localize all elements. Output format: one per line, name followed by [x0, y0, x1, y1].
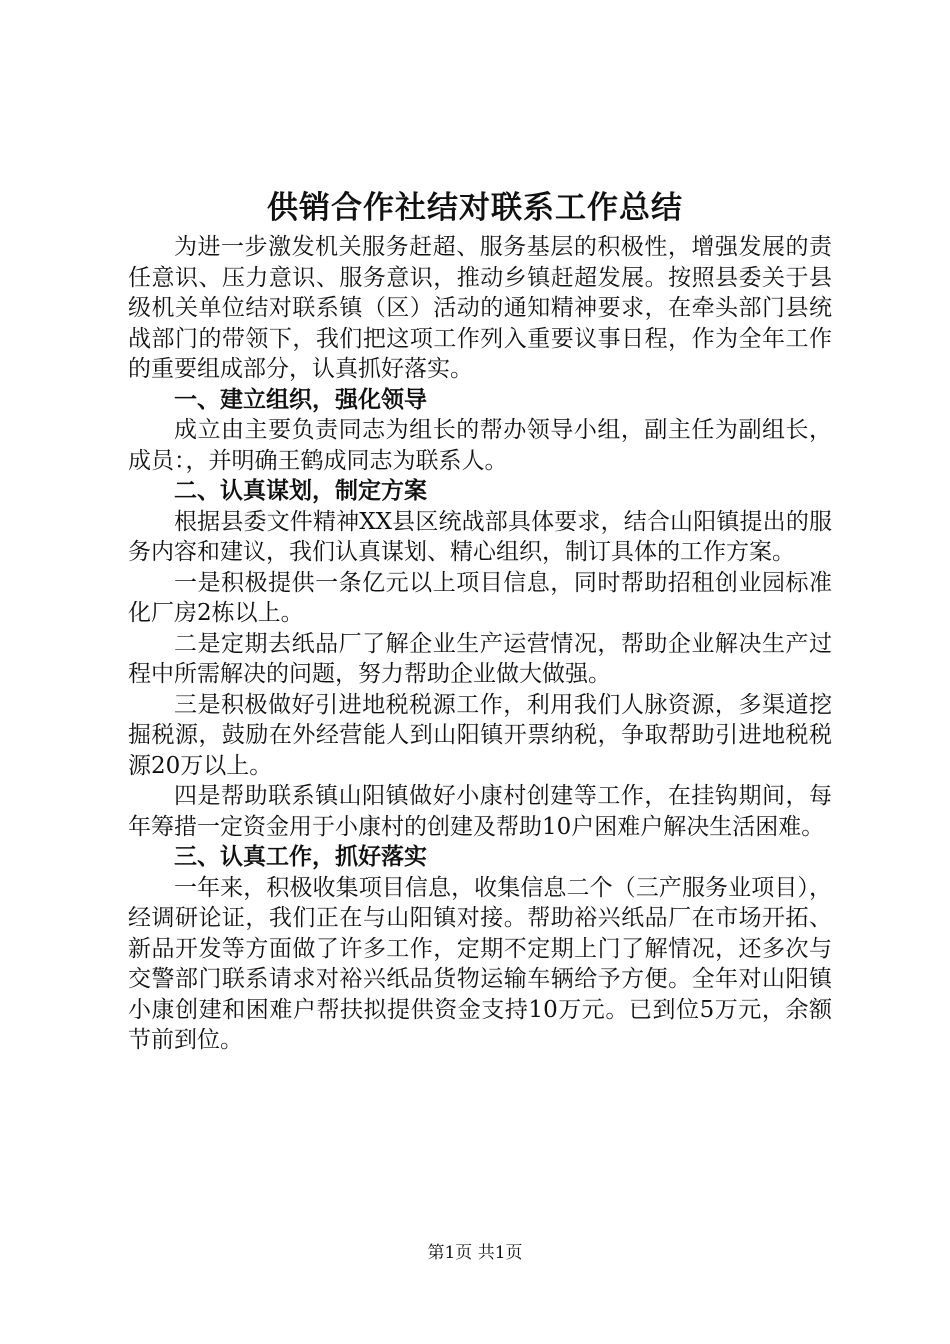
section-2-paragraph: 根据县委文件精神XX县区统战部具体要求，结合山阳镇提出的服务内容和建议，我们认真谋划、精心组织，制订具体的工作方案。 — [128, 508, 832, 565]
section-2-item-3: 三是积极做好引进地税税源工作，利用我们人脉资源，多渠道挖掘税源，鼓励在外经营能人到山阳镇开票纳税，争取帮助引进地税税源20万以上。 — [128, 691, 832, 779]
section-3-heading: 三、认真工作，抓好落实 — [174, 844, 427, 870]
section-2-item-1: 一是积极提供一条亿元以上项目信息，同时帮助招租创业园标准化厂房2栋以上。 — [128, 569, 832, 626]
section-1-paragraph: 成立由主要负责同志为组长的帮办领导小组，副主任为副组长，成员：，并明确王鹤成同志为联系人。 — [128, 417, 832, 474]
section-2-item-4: 四是帮助联系镇山阳镇做好小康村创建等工作，在挂钩期间，每年筹措一定资金用于小康村的创建及帮助10户困难户解决生活困难。 — [128, 783, 832, 840]
document-title: 供销合作社结对联系工作总结 — [267, 190, 683, 226]
section-2-heading: 二、认真谋划，制定方案 — [174, 478, 427, 504]
section-2-item-2: 二是定期去纸品厂了解企业生产运营情况，帮助企业解决生产过程中所需解决的问题，努力帮助企业做大做强。 — [128, 630, 832, 687]
document-body — [128, 232, 832, 1056]
intro-paragraph: 为进一步激发机关服务赶超、服务基层的积极性，增强发展的责任意识、压力意识、服务意识，推动乡镇赶超发展。按照县委关于县级机关单位结对联系镇（区）活动的通知精神要求，在牵头部门县统战部门的带领下，我们把这项工作列入重要议事日程，作为全年工作的重要组成部分，认真抓好落实。 — [128, 234, 832, 382]
section-3-paragraph: 一年来，积极收集项目信息，收集信息二个（三产服务业项目），经调研论证，我们正在与山阳镇对接。帮助裕兴纸品厂在市场开拓、新品开发等方面做了许多工作，定期不定期上门了解情况，还多次与交警部门联系请求对裕兴纸品货物运输车辆给予方便。全年对山阳镇小康创建和困难户帮扶拟提供资金支持10万元。已到位5万元，余额节前到位。 — [128, 874, 832, 1053]
section-1-heading: 一、建立组织，强化领导 — [174, 386, 427, 413]
page-number-footer: 第1页 共1页 — [427, 1243, 523, 1263]
